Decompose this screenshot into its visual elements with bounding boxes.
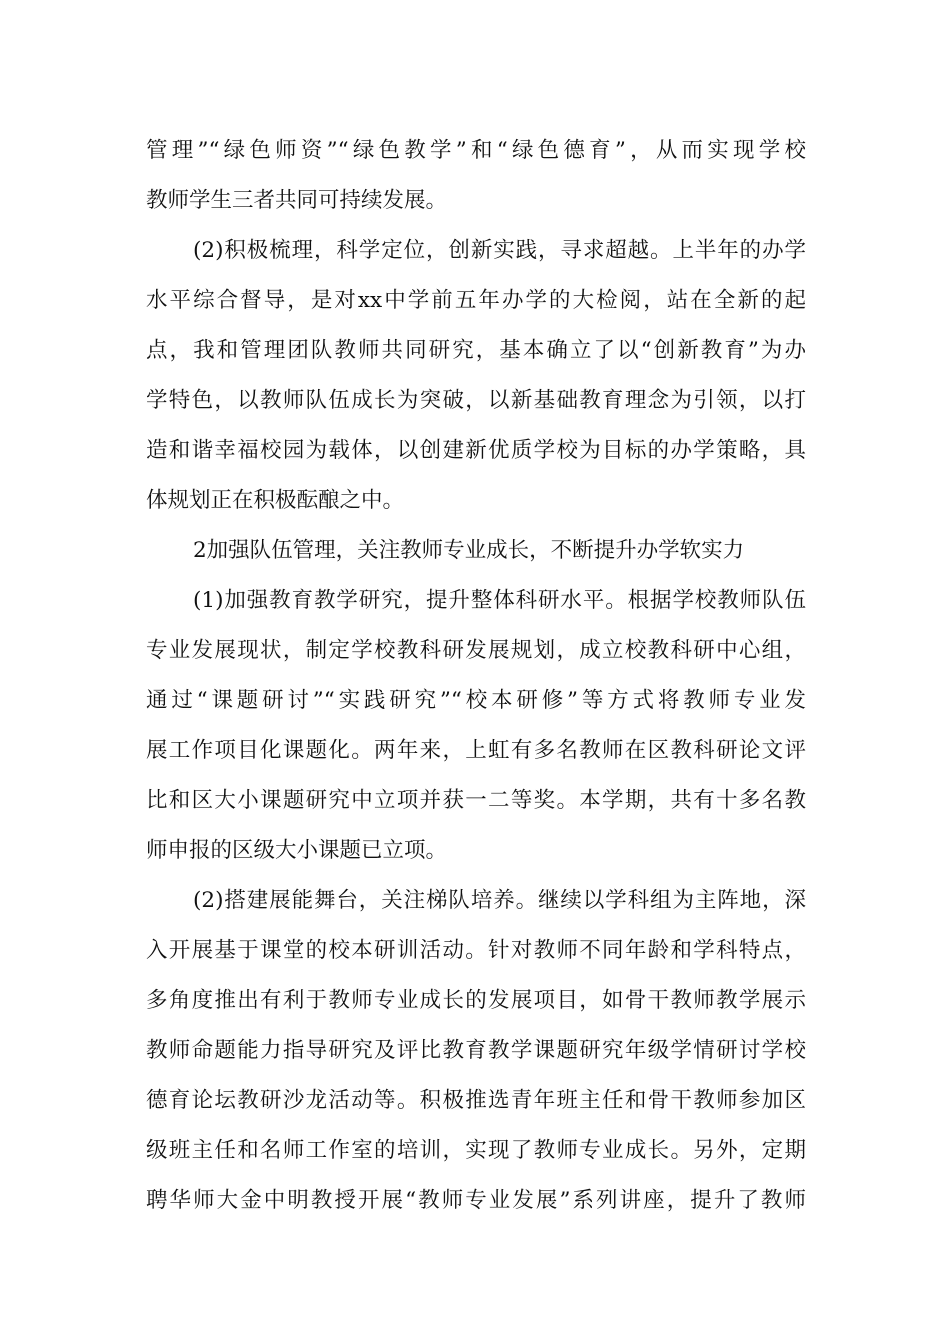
text-line: 师申报的区级大小课题已立项。	[146, 838, 448, 863]
text-line: 比和区大小课题研究中立项并获一二等奖。本学期，共有十多名教	[146, 788, 806, 813]
text-line: 展工作项目化课题化。两年来，上虹有多名教师在区教科研论文评	[146, 738, 806, 763]
text-line: 德育论坛教研沙龙活动等。积极推选青年班主任和骨干教师参加区	[146, 1088, 806, 1113]
text-line: 学特色，以教师队伍成长为突破，以新基础教育理念为引领，以打	[146, 388, 806, 413]
text-line: 造和谐幸福校园为载体，以创建新优质学校为目标的办学策略，具	[146, 438, 806, 463]
paragraph-start-line: (1)加强教育教学研究，提升整体科研水平。根据学校教师队伍	[193, 588, 806, 613]
text-line: 专业发展现状，制定学校教科研发展规划，成立校教科研中心组，	[146, 638, 806, 663]
text-line: 入开展基于课堂的校本研训活动。针对教师不同年龄和学科特点，	[146, 938, 806, 963]
text-line: 点，我和管理团队教师共同研究，基本确立了以“创新教育”为办	[146, 338, 806, 363]
text-line: 多角度推出有利于教师专业成长的发展项目，如骨干教师教学展示	[146, 988, 806, 1013]
text-line: 级班主任和名师工作室的培训，实现了教师专业成长。另外，定期	[146, 1138, 806, 1163]
text-line: 体规划正在积极酝酿之中。	[146, 488, 405, 513]
paragraph-start-line: (2)积极梳理，科学定位，创新实践，寻求超越。上半年的办学	[193, 238, 806, 263]
paragraph-start-line: (2)搭建展能舞台，关注梯队培养。继续以学科组为主阵地，深	[193, 888, 806, 913]
text-line: 教师命题能力指导研究及评比教育教学课题研究年级学情研讨学校	[146, 1038, 806, 1063]
text-line: 水平综合督导，是对xx中学前五年办学的大检阅，站在全新的起	[146, 288, 806, 313]
text-line: 聘华师大金中明教授开展“教师专业发展”系列讲座，提升了教师	[146, 1188, 806, 1213]
text-line: 管理”“绿色师资”“绿色教学”和“绿色德育”，从而实现学校	[146, 138, 806, 163]
text-line: 教师学生三者共同可持续发展。	[146, 188, 448, 213]
text-line: 通过“课题研讨”“实践研究”“校本研修”等方式将教师专业发	[146, 688, 806, 713]
section-heading: 2加强队伍管理，关注教师专业成长，不断提升办学软实力	[193, 538, 745, 563]
